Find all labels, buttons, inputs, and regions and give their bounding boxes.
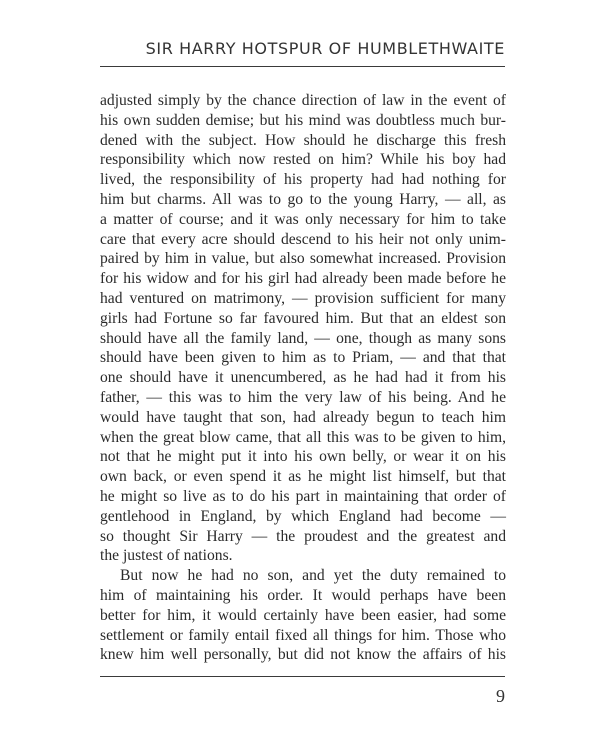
text-line: dened with the subject. How should he discharge this fresh xyxy=(100,131,506,149)
footer-rule xyxy=(100,676,505,677)
text-line: paired by him in value, but also somewhat increased. Provision xyxy=(100,250,506,268)
body-text xyxy=(100,91,506,665)
text-line: should have been given to him as to Priam, — and that that xyxy=(100,349,506,367)
text-line: a matter of course; and it was only necessary for him to take xyxy=(100,210,506,228)
text-line: responsibility which now rested on him? While his boy had xyxy=(100,151,506,169)
header-rule xyxy=(100,66,505,67)
text-line: should have all the family land, — one, though as many sons xyxy=(100,329,506,347)
running-header: SIR HARRY HOTSPUR OF HUMBLETHWAITE xyxy=(145,39,505,58)
text-line: one should have it unencumbered, as he had had it from his xyxy=(100,369,506,387)
text-line: lived, the responsibility of his property had had nothing for xyxy=(100,171,506,189)
text-line: him of maintaining his order. It would perhaps have been xyxy=(100,586,506,604)
text-line: he might so live as to do his part in maintaining that order of xyxy=(100,487,506,505)
text-line: girls had Fortune so far favoured him. But that an eldest son xyxy=(100,309,506,327)
paragraph-last-line: the justest of nations. xyxy=(100,547,233,565)
text-line: settlement or family entail fixed all things for him. Those who xyxy=(100,626,506,644)
text-line: adjusted simply by the chance direction of law in the event of xyxy=(100,92,506,109)
text-line: better for him, it would certainly have been easier, had some xyxy=(100,606,506,624)
text-line: for his widow and for his girl had already been made before he xyxy=(100,270,506,288)
text-line: care that every acre should descend to his heir not only unim- xyxy=(100,230,506,248)
text-line: would have taught that son, had already begun to teach him xyxy=(100,408,506,426)
text-line: so thought Sir Harry — the proudest and the greatest and xyxy=(100,527,506,545)
text-line: not that he might put it into his own belly, or wear it on his xyxy=(100,448,506,466)
text-line: own back, or even spend it as he might list himself, but that xyxy=(100,468,506,486)
text-line: his own sudden demise; but his mind was doubtless much bur- xyxy=(100,111,506,129)
page-number: 9 xyxy=(496,686,505,706)
paragraph-first-line: But now he had no son, and yet the duty remained to xyxy=(120,567,506,585)
text-line: him but charms. All was to go to the young Harry, — all, as xyxy=(100,190,506,208)
text-line: when the great blow came, that all this was to be given to him, xyxy=(100,428,506,446)
text-line: knew him well personally, but did not know the affairs of his xyxy=(100,646,506,664)
text-line: gentlehood in England, by which England had become — xyxy=(100,507,506,525)
text-line: had ventured on matrimony, — provision sufficient for many xyxy=(100,289,506,307)
text-line: father, — this was to him the very law of his being. And he xyxy=(100,388,506,406)
